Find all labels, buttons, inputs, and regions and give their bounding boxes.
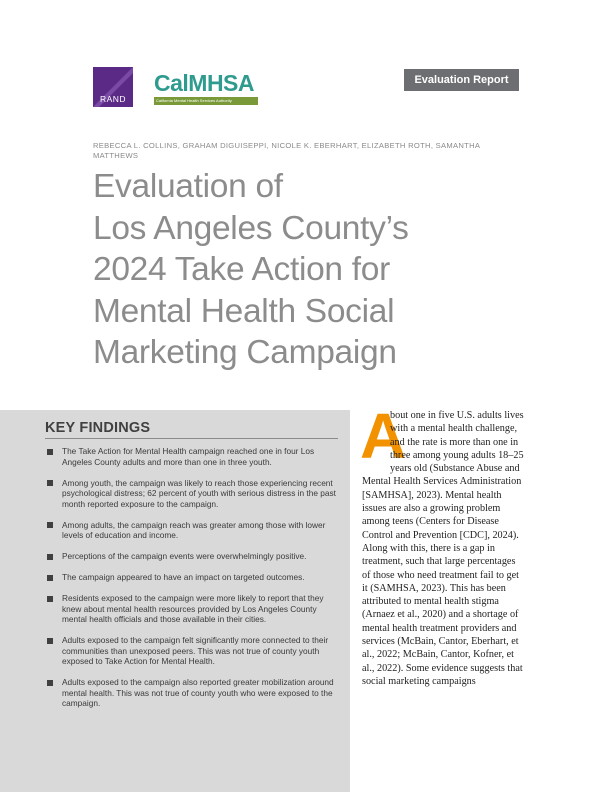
key-finding-text: Adults exposed to the campaign also reported greater mobilization around mental health. This was not true of county youth who were exposed to the campaign. [62,677,334,708]
title-line: Evaluation of [93,168,283,205]
drop-cap: A [360,400,407,472]
key-finding-item [45,677,337,709]
title-line: Los Angeles County’s [93,209,409,247]
square-bullet-icon [47,680,53,686]
title-line: Marketing Campaign [93,334,397,371]
key-finding-item [45,478,337,510]
author-list: REBECCA L. COLLINS, GRAHAM DIGUISEPPI, NICOLE K. EBERHART, ELIZABETH ROTH, SAMANTHA MATTHEWS [93,141,480,160]
key-finding-text: Adults exposed to the campaign felt significantly more connected to their communities than unexposed peers. This was not true of county youth exposed to Take Action for Mental Health. [62,635,329,666]
key-finding-item [45,593,337,625]
square-bullet-icon [47,480,53,486]
key-findings-divider [45,438,338,439]
rand-logo-text: RAND [99,94,127,104]
key-finding-item [45,520,337,541]
key-finding-text: The campaign appeared to have an impact on targeted outcomes. [62,572,305,582]
key-finding-item [45,572,337,583]
key-finding-text: Among youth, the campaign was likely to reach those experiencing recent psychological distress; 62 percent of youth with serious distress in the past month reported exposure to the campaign. [62,477,336,509]
calmhsa-logo [154,72,258,105]
square-bullet-icon [47,522,53,528]
square-bullet-icon [47,554,53,560]
title-line: Mental Health Social [93,292,395,330]
key-finding-item [45,551,337,562]
key-finding-text: Among adults, the campaign reach was greater among those with lower levels of education and income. [62,519,326,540]
square-bullet-icon [47,596,53,602]
calmhsa-tagline: California Mental Health Services Authority [154,97,258,105]
rand-logo [93,67,133,107]
key-findings-panel [0,410,350,792]
key-findings-heading: KEY FINDINGS [45,420,151,436]
title-line: 2024 Take Action for [93,251,390,288]
key-findings-list [45,446,337,719]
key-finding-item [45,635,337,667]
calmhsa-wordmark: CalMHSA [154,70,255,96]
report-type-badge: Evaluation Report [404,69,519,91]
key-finding-text: The Take Action for Mental Health campaign reached one in four Los Angeles County adults and more than one in three youth. [62,446,315,467]
square-bullet-icon [47,638,53,644]
square-bullet-icon [47,449,53,455]
intro-paragraph [360,400,525,688]
intro-text: bout one in five U.S. adults lives with a mental health challenge, and the rate is more than one in three among young adults 18–25 years old (Substance Abuse and Mental Health Services Administration [SAMHSA], 2023). Mental health issues are also a growing problem among teens (Centers for Disease Control and Prevention [CDC], 2024). Along with this, there is a gap in treatment, such that large percentages of those who need treatment fail to get it (SAMHSA, 2023). This has been attributed to mental health stigma (Arnaez et al., 2020) and a shortage of mental health treatment providers and services (McBain, Cantor, Eberhart, et al., 2022; McBain, Cantor, Kofner, et al., 2022). Some evidence suggests that social marketing campaigns [362,410,524,687]
report-title [93,166,533,374]
key-finding-text: Perceptions of the campaign events were overwhelmingly positive. [62,551,307,561]
key-finding-text: Residents exposed to the campaign were more likely to report that they knew about mental health resources provided by Los Angeles County mental health officials and those available in their cities. [62,593,324,624]
key-finding-item [45,446,337,467]
square-bullet-icon [47,575,53,581]
